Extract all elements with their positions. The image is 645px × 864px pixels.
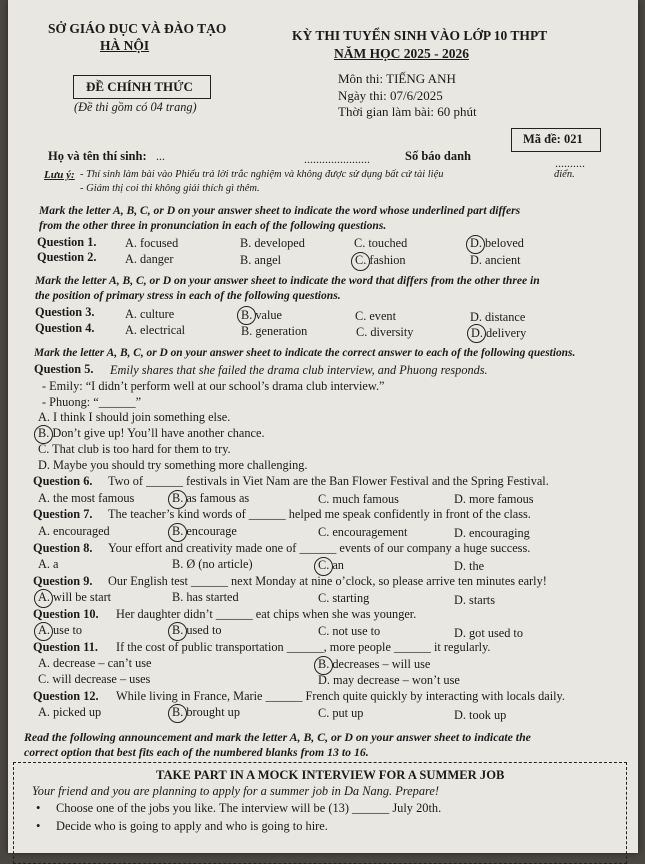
announcement-intro: Your friend and you are planning to apply for a summer job in Da Nang. Prepare!	[32, 784, 440, 798]
exam-title: KỲ THI TUYỂN SINH VÀO LỚP 10 THPT	[292, 28, 548, 43]
answer-circle-mark	[34, 622, 53, 641]
q2-option-c: C. fashion	[355, 253, 406, 267]
exam-duration: Thời gian làm bài: 60 phút	[338, 104, 477, 119]
q2-option-d: D. ancient	[470, 253, 521, 267]
q7-label: Question 7.	[33, 507, 93, 521]
q8-label: Question 8.	[33, 541, 93, 555]
q10-stem: Her daughter didn’t ______ eat chips when she was younger.	[116, 607, 417, 621]
answer-circle-mark	[168, 704, 187, 723]
city-name: HÀ NỘI	[100, 38, 150, 53]
q5-option-c: C. That club is too hard for them to try.	[38, 442, 231, 456]
q7-option-d: D. encouraging	[454, 526, 530, 540]
exam-paper	[8, 0, 638, 853]
section2-instruction-2: the position of primary stress in each of the following questions.	[35, 289, 341, 302]
q6-option-d: D. more famous	[454, 492, 534, 506]
q5-option-b: B. Don’t give up! You’ll have another chance.	[38, 426, 265, 440]
q1-option-c: C. touched	[354, 236, 408, 250]
announcement-title: TAKE PART IN A MOCK INTERVIEW FOR A SUMMER JOB	[156, 768, 505, 782]
q12-option-d: D. took up	[454, 708, 507, 722]
school-year: NĂM HỌC 2025 - 2026	[334, 46, 469, 61]
section3-instruction: Mark the letter A, B, C, or D on your answer sheet to indicate the correct answer to each of the following questions.	[34, 347, 576, 359]
candidate-number-label: Số báo danh	[405, 149, 472, 163]
q6-stem: Two of ______ festivals in Viet Nam are the Ban Flower Festival and the Spring Festival.	[108, 474, 549, 488]
answer-circle-mark	[466, 235, 485, 254]
q9-stem: Our English test ______ next Monday at nine o’clock, so please arrive ten minutes early!	[108, 574, 547, 588]
bullet-dot: •	[36, 819, 41, 833]
q6-label: Question 6.	[33, 474, 93, 488]
q5-stem: Emily shares that she failed the drama club interview, and Phuong responds.	[110, 363, 488, 377]
note-line-2: - Giám thị coi thi không giải thích gì thêm.	[80, 183, 260, 194]
official-exam-label: ĐỀ CHÍNH THỨC	[86, 79, 193, 94]
q8-stem: Your effort and creativity made one of ______ events of our company a huge success.	[108, 541, 531, 555]
q4-label: Question 4.	[35, 321, 95, 335]
name-dots-line: ......................	[304, 152, 370, 166]
q12-option-b: B. brought up	[172, 705, 240, 719]
q3-option-b: B. value	[241, 308, 282, 322]
section4-instruction-2: correct option that best fits each of the numbered blanks from 13 to 16.	[24, 745, 369, 759]
q9-option-a: A. will be start	[38, 590, 112, 604]
q5-emily-line: - Emily: “I didn’t perform well at our school’s drama club interview.”	[42, 379, 385, 393]
q6-option-c: C. much famous	[318, 492, 399, 506]
q7-option-a: A. encouraged	[38, 524, 110, 538]
bullet-dot: •	[36, 801, 41, 815]
q3-label: Question 3.	[35, 305, 95, 319]
q6-option-a: A. the most famous	[38, 491, 135, 505]
q11-option-d: D. may decrease – won’t use	[318, 673, 460, 687]
q10-option-d: D. got used to	[454, 626, 523, 640]
section1-instruction-2: from the other three in pronunciation in each of the following questions.	[39, 219, 387, 232]
q11-option-c: C. will decrease – uses	[38, 672, 151, 686]
section1-instruction-1: Mark the letter A, B, C, or D on your answer sheet to indicate the word whose underlined part differs	[39, 204, 521, 217]
number-dots: ..........	[555, 156, 585, 170]
q5-option-d: D. Maybe you should try something more challenging.	[38, 458, 308, 472]
note-label: Lưu ý:	[44, 169, 75, 181]
q9-option-c: C. starting	[318, 591, 370, 605]
q3-option-d: D. distance	[470, 310, 526, 324]
answer-circle-mark	[34, 589, 53, 608]
name-dots: ...	[156, 149, 165, 163]
q4-option-c: C. diversity	[356, 325, 414, 339]
q1-option-b: B. developed	[240, 236, 305, 250]
announcement-bullet-2: Decide who is going to apply and who is going to hire.	[56, 819, 328, 833]
q3-option-a: A. culture	[125, 307, 175, 321]
answer-circle-mark	[467, 324, 486, 343]
q9-option-d: D. starts	[454, 593, 495, 607]
q7-option-b: B. encourage	[172, 524, 237, 538]
announcement-bullet-1: Choose one of the jobs you like. The interview will be (13) ______ July 20th.	[56, 801, 442, 815]
q1-option-a: A. focused	[125, 236, 179, 250]
q11-option-a: A. decrease – can’t use	[38, 656, 152, 670]
q12-label: Question 12.	[33, 689, 99, 703]
subject: Môn thi: TIẾNG ANH	[338, 71, 456, 86]
q6-option-b: B. as famous as	[172, 491, 250, 505]
q12-stem: While living in France, Marie ______ French quite quickly by interacting with locals daily.	[116, 689, 565, 703]
q2-option-b: B. angel	[240, 253, 281, 267]
q12-option-c: C. put up	[318, 706, 364, 720]
note-line-1: - Thí sinh làm bài vào Phiếu trả lời trắc nghiệm và không được sử dụng bất cứ tài liệu	[80, 169, 444, 180]
q1-label: Question 1.	[37, 235, 97, 249]
q7-option-c: C. encouragement	[318, 525, 408, 539]
q11-option-b: B. decreases – will use	[318, 657, 431, 671]
department-name: SỞ GIÁO DỤC VÀ ĐÀO TẠO	[48, 21, 227, 36]
exam-date: Ngày thi: 07/6/2025	[338, 88, 443, 103]
q9-option-b: B. has started	[172, 590, 239, 604]
section2-instruction-1: Mark the letter A, B, C, or D on your answer sheet to indicate the word that differs from the other three in	[35, 274, 540, 287]
q12-option-a: A. picked up	[38, 705, 102, 719]
q10-label: Question 10.	[33, 607, 99, 621]
answer-circle-mark	[168, 523, 187, 542]
q3-option-c: C. event	[355, 309, 396, 323]
q5-label: Question 5.	[34, 362, 94, 376]
q4-option-d: D. delivery	[471, 326, 527, 340]
page-count: (Đề thi gồm có 04 trang)	[74, 100, 197, 114]
q5-phuong-line: - Phuong: “______”	[42, 395, 142, 409]
q2-option-a: A. danger	[125, 252, 174, 266]
q11-stem: If the cost of public transportation ______, more people ______ it regularly.	[116, 640, 491, 654]
q8-option-c: C. an	[318, 558, 344, 572]
exam-code: Mã đề: 021	[523, 132, 583, 146]
q4-option-b: B. generation	[241, 324, 308, 338]
q5-option-a: A. I think I should join something else.	[38, 410, 231, 424]
q8-option-b: B. Ø (no article)	[172, 557, 253, 571]
q4-option-a: A. electrical	[125, 323, 186, 337]
q10-option-a: A. use to	[38, 623, 83, 637]
q9-label: Question 9.	[33, 574, 93, 588]
q10-option-b: B. used to	[172, 623, 222, 637]
q10-option-c: C. not use to	[318, 624, 381, 638]
q1-option-d: D. beloved	[470, 236, 524, 250]
note-line-1-end: điển.	[554, 169, 575, 180]
q2-label: Question 2.	[37, 250, 97, 264]
section4-instruction-1: Read the following announcement and mark the letter A, B, C, or D on your answer sheet to indicate the	[24, 730, 531, 744]
answer-circle-mark	[351, 252, 370, 271]
q8-option-a: A. a	[38, 557, 59, 571]
answer-circle-mark	[168, 622, 187, 641]
answer-circle-mark	[237, 306, 256, 325]
q11-label: Question 11.	[33, 640, 98, 654]
q8-option-d: D. the	[454, 559, 485, 573]
q7-stem: The teacher’s kind words of ______ helped me speak confidently in front of the class.	[108, 507, 531, 521]
candidate-name-label: Họ và tên thí sinh:	[48, 149, 147, 163]
